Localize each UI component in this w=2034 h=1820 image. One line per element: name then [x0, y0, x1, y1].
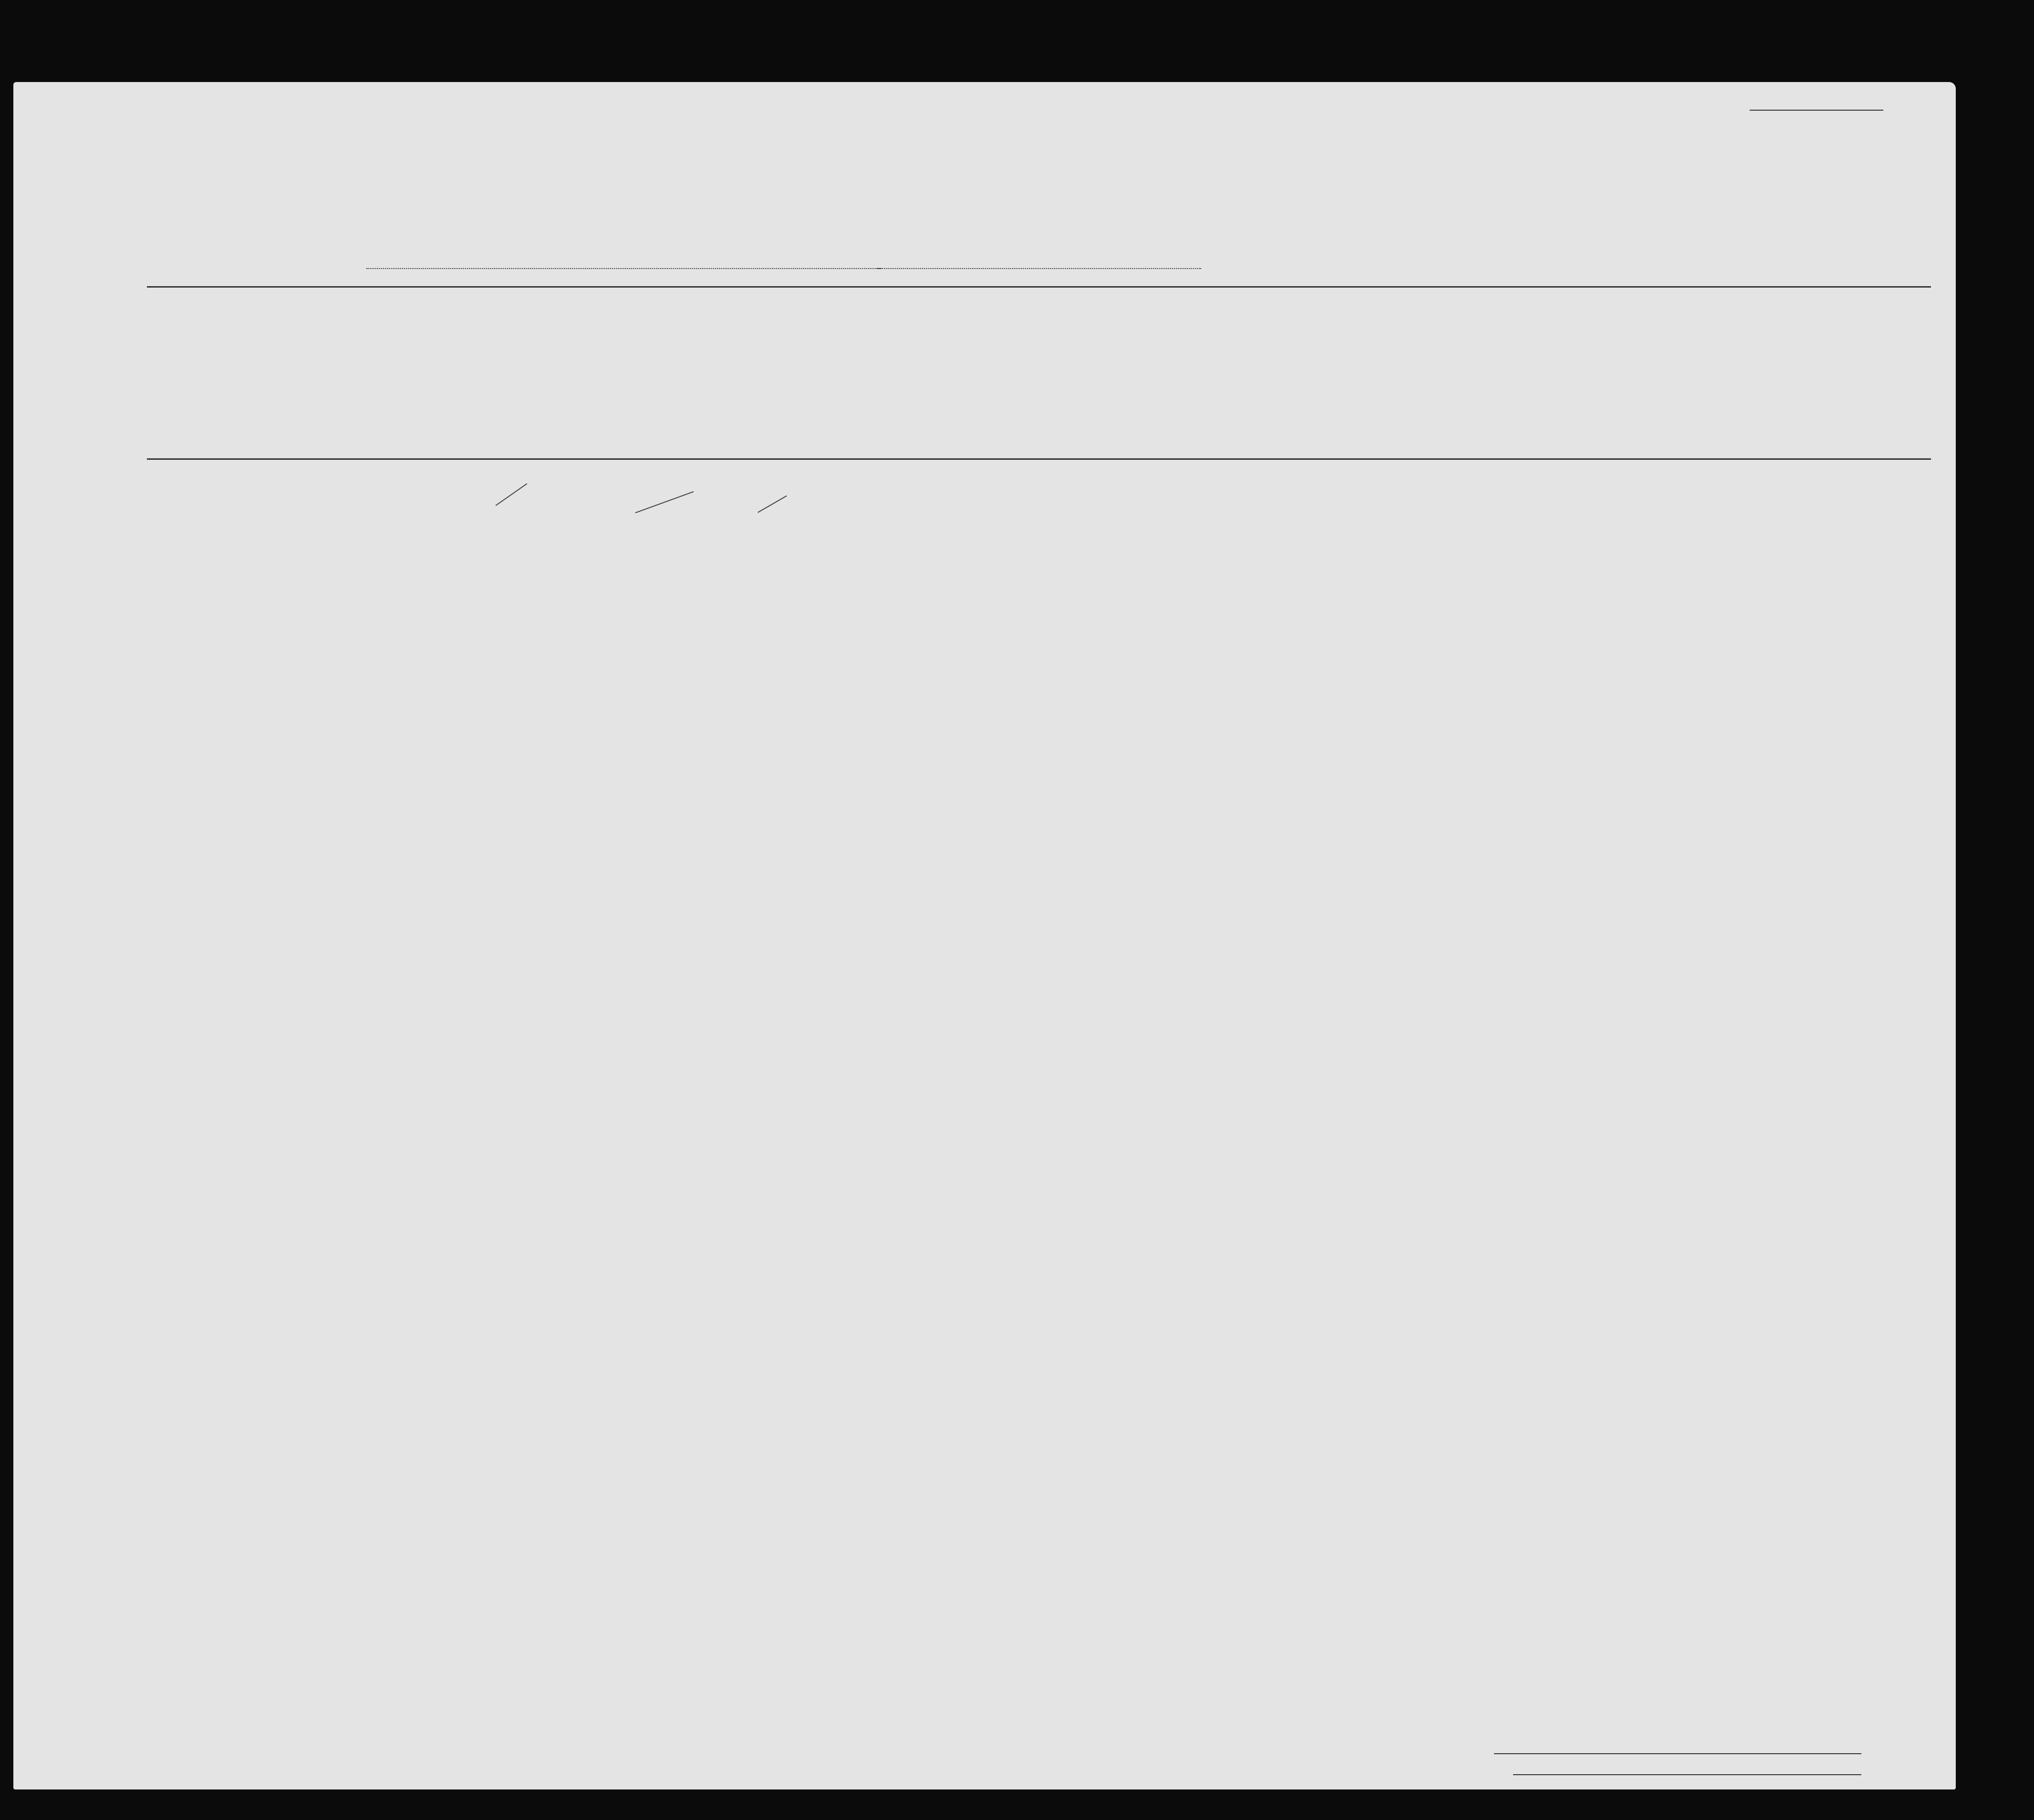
owners-underline: [1513, 1774, 1861, 1775]
col-24-length: [1216, 358, 1231, 453]
strike-mark: [496, 483, 528, 506]
port-line: [366, 268, 882, 269]
col-25-header: [1294, 348, 1313, 453]
col-19-header: [642, 343, 666, 444]
date-line: [877, 268, 1201, 269]
col-29-header: [1435, 348, 1454, 453]
strike-mark: [758, 496, 787, 513]
col-24-return: [1182, 358, 1196, 453]
strike-mark: [635, 491, 694, 513]
col-30-header: [1472, 348, 1486, 453]
list-value: [1750, 110, 1883, 111]
col-24-citizen: [1250, 358, 1264, 453]
col-21-header: [735, 343, 754, 444]
col-34-inches: [1658, 396, 1672, 453]
manifest-sheet: [13, 82, 1956, 1789]
col-34-feet: [1635, 396, 1650, 453]
line-underline: [1494, 1753, 1861, 1754]
col-28-header: [1382, 348, 1406, 453]
col-31-header: [1497, 348, 1511, 453]
col-26-header: [1338, 348, 1349, 453]
col-27-header: [1359, 348, 1371, 453]
